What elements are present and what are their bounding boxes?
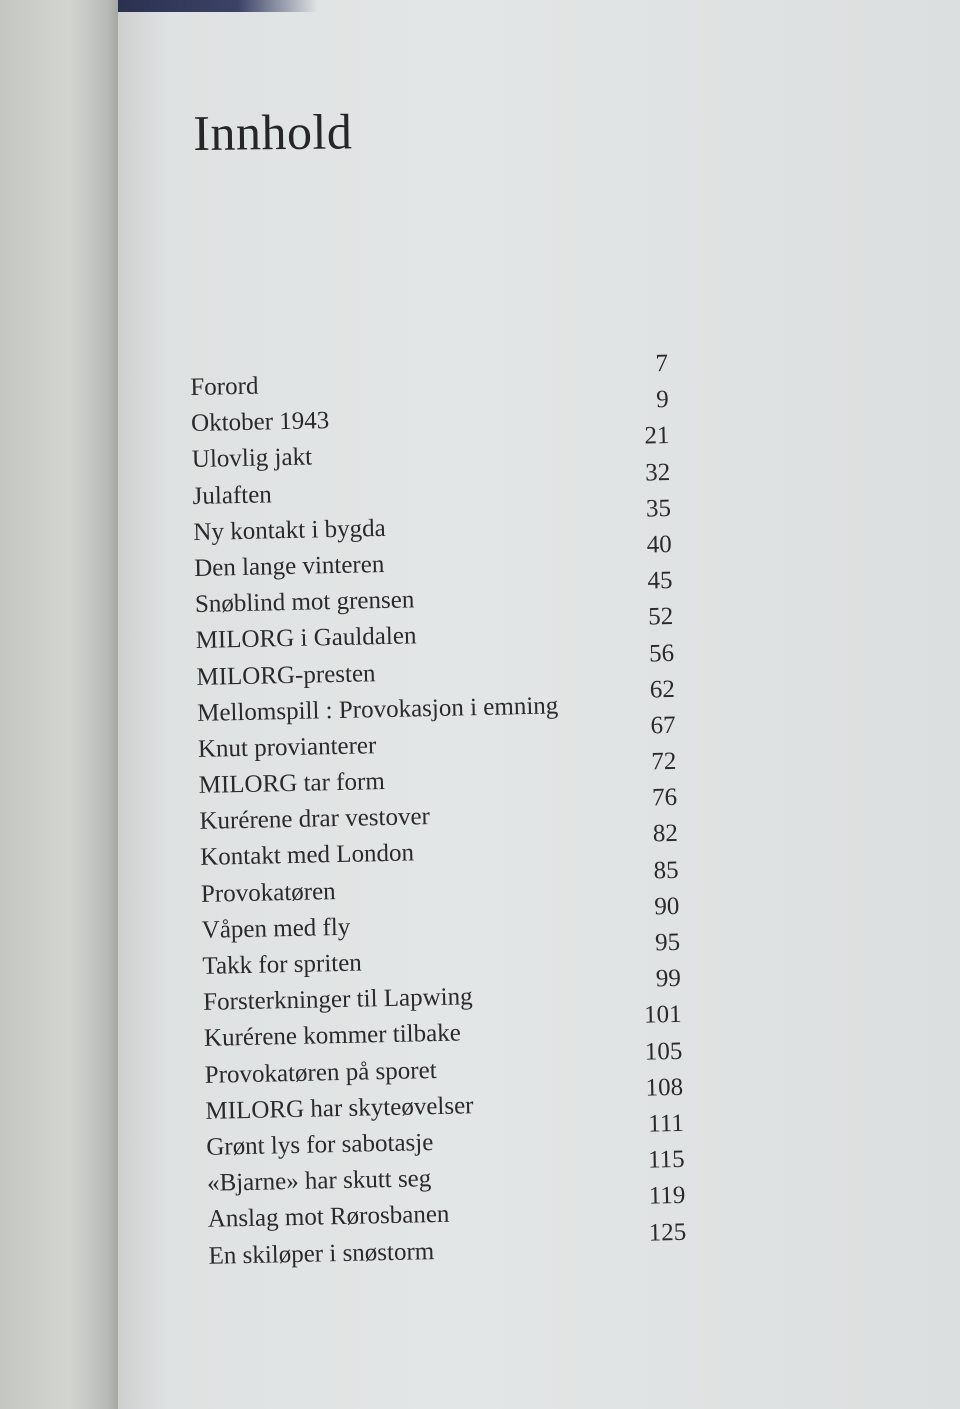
toc-entry-page-number: 67 bbox=[650, 711, 676, 740]
toc-entry-title: Snøblind mot grensen bbox=[194, 586, 415, 619]
toc-entry-title: Den lange vinteren bbox=[193, 550, 385, 582]
toc-entry-title: Kurérene drar vestover bbox=[199, 803, 431, 836]
toc-entry-page-number: 95 bbox=[654, 928, 681, 957]
toc-entry-page-number: 99 bbox=[655, 965, 682, 993]
toc-entry-title: Knut provianterer bbox=[197, 732, 377, 763]
toc-entry-page-number: 108 bbox=[645, 1073, 684, 1102]
toc-entry-page-number: 115 bbox=[647, 1145, 685, 1174]
toc-entry-title: Provokatøren på sporet bbox=[204, 1056, 437, 1089]
toc-entry-title: Mellomspill : Provokasjon i emning bbox=[196, 692, 559, 727]
toc-entry-title: Forord bbox=[190, 372, 259, 401]
toc-entry-title: Julaften bbox=[192, 480, 273, 510]
toc-entry-page-number: 62 bbox=[649, 675, 676, 704]
toc-entry-page-number: 9 bbox=[655, 386, 670, 414]
toc-entry-page-number: 35 bbox=[645, 494, 672, 523]
toc-entry-page-number: 72 bbox=[651, 747, 677, 776]
toc-entry-title: MILORG tar form bbox=[198, 768, 386, 799]
toc-entry-page-number: 90 bbox=[654, 892, 680, 921]
toc-entry-title: Provokatøren bbox=[200, 877, 336, 908]
toc-entry-page-number: 111 bbox=[647, 1109, 685, 1138]
toc-entry-title: Grønt lys for sabotasje bbox=[205, 1129, 434, 1161]
toc-entry-title: Våpen med fly bbox=[201, 913, 351, 944]
toc-entry-title: Ulovlig jakt bbox=[191, 443, 313, 474]
toc-entry-title: Anslag mot Rørosbanen bbox=[207, 1201, 450, 1234]
toc-entry-title: Takk for spriten bbox=[202, 949, 363, 980]
toc-entry-page-number: 105 bbox=[644, 1037, 683, 1066]
toc-entry-title: Forsterkninger til Lapwing bbox=[202, 983, 473, 1017]
toc-entry-page-number: 85 bbox=[653, 856, 679, 885]
toc-entry-title: Kontakt med London bbox=[199, 839, 415, 872]
toc-entry-page-number: 119 bbox=[648, 1182, 686, 1210]
book-gutter bbox=[0, 0, 125, 1409]
toc-entry-page-number: 21 bbox=[644, 422, 670, 450]
toc-entry-page-number: 45 bbox=[647, 567, 673, 595]
toc-entry-title: Oktober 1943 bbox=[190, 407, 330, 438]
toc-entry-page-number: 32 bbox=[644, 458, 671, 487]
toc-entry-page-number: 7 bbox=[655, 349, 669, 378]
toc-entry-title: MILORG i Gauldalen bbox=[195, 622, 417, 655]
table-of-contents bbox=[190, 349, 699, 1275]
toc-entry-title: «Bjarne» har skutt seg bbox=[206, 1165, 432, 1197]
toc-entry-title: MILORG har skyteøvelser bbox=[205, 1091, 474, 1125]
toc-entry-title: Ny kontakt i bygda bbox=[193, 514, 386, 546]
page-title: Innhold bbox=[193, 103, 353, 161]
toc-entry-page-number: 82 bbox=[652, 820, 679, 848]
toc-entry-page-number: 56 bbox=[648, 639, 675, 667]
toc-entry-title: MILORG-presten bbox=[196, 659, 376, 691]
toc-entry-page-number: 40 bbox=[646, 530, 673, 559]
toc-entry-page-number: 101 bbox=[643, 1001, 682, 1030]
toc-entry-title: En skiløper i snøstorm bbox=[208, 1237, 435, 1270]
cover-edge bbox=[118, 0, 318, 12]
toc-entry-page-number: 52 bbox=[647, 603, 674, 631]
toc-entry-page-number: 125 bbox=[648, 1218, 687, 1247]
toc-entry-page-number: 76 bbox=[651, 784, 678, 812]
toc-entry-title: Kurérene kommer tilbake bbox=[203, 1019, 462, 1053]
